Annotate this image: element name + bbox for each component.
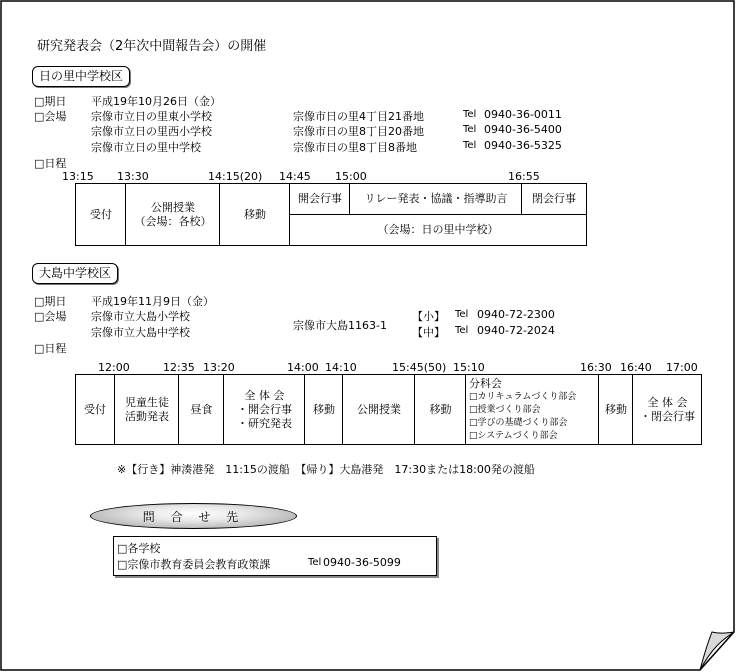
cell-line: 公開授業 (151, 200, 195, 214)
time-label: 13:20 (203, 361, 235, 374)
school-tag: 【中】 (412, 326, 445, 339)
cell-plenary (223, 375, 305, 444)
date-label: □期日 (34, 95, 67, 108)
contact-heading-label: 問 合 せ 先 (142, 509, 245, 524)
contact-tel: 0940-36-5099 (323, 556, 401, 569)
cell-relay: リレー発表・協議・指導助言 (349, 184, 522, 215)
school-tag: 【小】 (412, 310, 445, 323)
tel-label: Tel (455, 325, 469, 336)
cell-open-class (125, 184, 220, 245)
venue-tel: 0940-36-5325 (484, 139, 562, 152)
time-label: 14:45 (279, 170, 311, 183)
contact-line: □宗像市教育委員会教育政策課 (117, 558, 271, 571)
cell-subcommittee (465, 375, 598, 444)
cell-move: 移動 (304, 375, 343, 444)
venue-address: 宗像市大島1163-1 (293, 319, 387, 332)
cell-reception: 受付 (75, 184, 126, 245)
venue-tel: 0940-72-2024 (477, 324, 555, 337)
venue-name: 宗像市立大島中学校 (91, 326, 190, 339)
cell-open-class: 公開授業 (342, 375, 415, 444)
tel-label: Tel (463, 124, 477, 135)
time-label: 17:00 (666, 361, 698, 374)
ferry-note: ※【行き】神湊港発 11:15の渡船 【帰り】大島港発 17:30または18:00発の渡船 (117, 463, 535, 476)
cell-move: 移動 (219, 184, 290, 245)
event-date: 平成19年10月26日（金） (91, 95, 221, 108)
venue-label: □会場 (34, 110, 67, 123)
cell-venue-note: （会場：日の里中学校） (289, 215, 586, 245)
time-label: 15:10 (453, 361, 485, 374)
time-label: 14:00 (287, 361, 319, 374)
venue-tel: 0940-36-5400 (484, 123, 562, 136)
cell-lunch: 昼食 (178, 375, 224, 444)
cell-line: （会場：各校） (134, 214, 212, 228)
venue-tel: 0940-36-0011 (484, 108, 562, 121)
time-label: 13:30 (117, 170, 149, 183)
schedule-label: □日程 (34, 157, 67, 170)
contact-line: □各学校 (117, 542, 161, 555)
cell-final-plenary (632, 375, 702, 444)
section-label-oshima: 大島中学校区 (32, 263, 118, 284)
venue-address: 宗像市日の里8丁目20番地 (293, 125, 424, 138)
cell-move: 移動 (414, 375, 466, 444)
cell-reception: 受付 (84, 402, 106, 416)
section-label-hinosato: 日の里中学校区 (32, 66, 130, 87)
subcommittee-item: □授業づくり部会 (469, 405, 541, 415)
cell-move: 移動 (598, 375, 633, 444)
venue-name: 宗像市立日の里東小学校 (91, 110, 212, 123)
time-label: 15:45(50) (392, 361, 447, 374)
contact-heading (90, 503, 297, 529)
cell-line: 児童生徒 (125, 395, 169, 409)
tel-label: Tel (308, 557, 322, 568)
time-label: 16:30 (580, 361, 612, 374)
cell-line: 全 体 会 (647, 395, 688, 409)
venue-name: 宗像市立大島小学校 (91, 310, 190, 323)
date-label: □期日 (34, 295, 67, 308)
tel-label: Tel (463, 109, 477, 120)
schedule-label: □日程 (34, 342, 67, 355)
cell-line: ・閉会行事 (640, 409, 695, 423)
time-label: 14:15(20) (208, 170, 263, 183)
time-label: 13:15 (62, 170, 94, 183)
subcommittee-item: □システムづくり部会 (469, 431, 558, 441)
contact-box (113, 536, 437, 576)
cell-line: ・開会行事 (237, 402, 292, 416)
cell-closing: 閉会行事 (521, 184, 586, 215)
time-label: 12:00 (98, 361, 130, 374)
time-label: 16:55 (508, 170, 540, 183)
cell-line: ・研究発表 (237, 416, 292, 430)
venue-address: 宗像市日の里8丁目8番地 (293, 141, 417, 154)
time-label: 12:35 (163, 361, 195, 374)
time-label: 16:40 (620, 361, 652, 374)
schedule-table-b (75, 374, 702, 445)
tel-label: Tel (455, 309, 469, 320)
subcommittee-item: □カリキュラムづくり部会 (469, 392, 577, 402)
venue-name: 宗像市立日の里中学校 (91, 141, 201, 154)
subcommittee-title: 分科会 (469, 377, 502, 390)
venue-label: □会場 (34, 310, 67, 323)
time-label: 14:10 (325, 361, 357, 374)
cell-opening: 開会行事 (289, 184, 350, 215)
document-title: 研究発表会（2年次中間報告会）の開催 (37, 39, 267, 54)
cell-line: 活動発表 (125, 409, 169, 423)
schedule-table-a (75, 183, 587, 246)
venue-address: 宗像市日の里4丁目21番地 (293, 110, 424, 123)
tel-label: Tel (463, 140, 477, 151)
cell-line: 全 体 会 (244, 388, 285, 402)
subcommittee-item: □学びの基礎づくり部会 (469, 418, 568, 428)
event-date: 平成19年11月9日（金） (91, 295, 214, 308)
cell-student-presentation (114, 375, 179, 444)
venue-name: 宗像市立日の里西小学校 (91, 125, 212, 138)
time-label: 15:00 (335, 170, 367, 183)
venue-tel: 0940-72-2300 (477, 308, 555, 321)
